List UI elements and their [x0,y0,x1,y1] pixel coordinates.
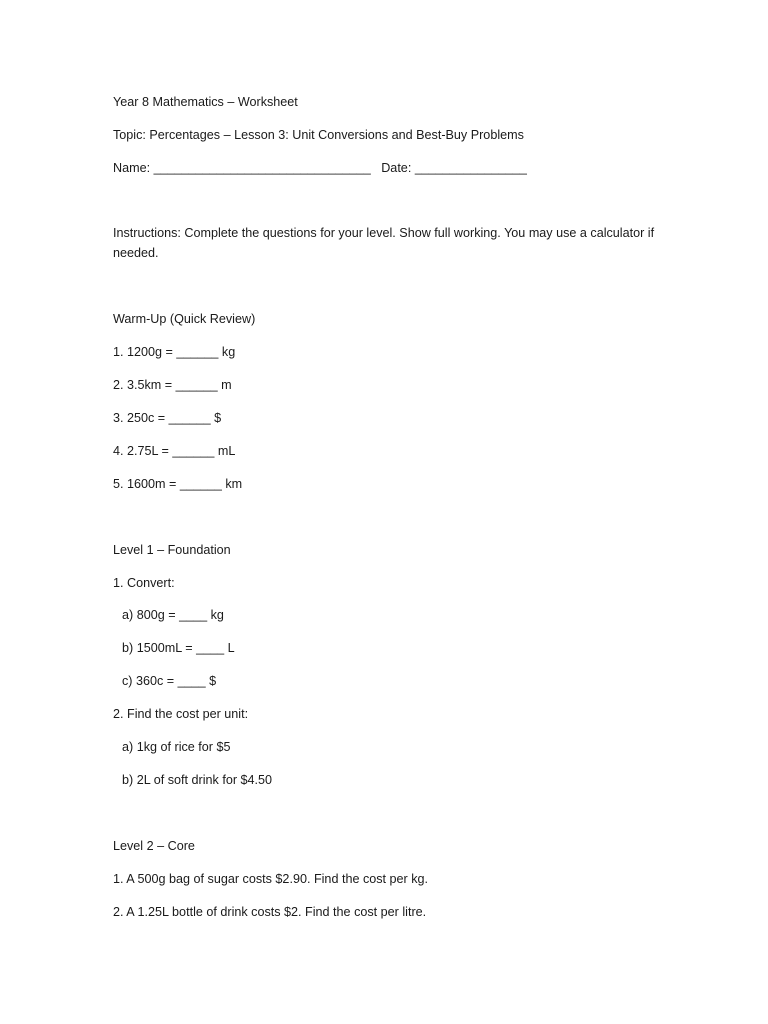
level1-subpart: b) 2L of soft drink for $4.50 [122,773,273,787]
level1-question: 1. Convert: [113,576,175,590]
level2-question: 1. A 500g bag of sugar costs $2.90. Find the cost per kg. [113,872,429,886]
level1-subpart: a) 800g = ____ kg [122,608,224,622]
name-date-line: Name: _______________________________ Date: ________________ [113,161,527,175]
worksheet-title: Year 8 Mathematics – Worksheet [113,95,298,109]
warmup-item: 4. 2.75L = ______ mL [113,444,236,458]
level1-subpart: a) 1kg of rice for $5 [122,740,231,754]
warmup-item: 5. 1600m = ______ km [113,477,243,491]
instructions: Instructions: Complete the questions for your level. Show full working. You may use a calculator if needed. [113,226,655,260]
topic-line: Topic: Percentages – Lesson 3: Unit Conversions and Best-Buy Problems [113,128,524,142]
warmup-heading: Warm-Up (Quick Review) [113,312,256,326]
warmup-item: 2. 3.5km = ______ m [113,378,232,392]
level2-heading: Level 2 – Core [113,839,195,853]
level1-question: 2. Find the cost per unit: [113,707,249,721]
level1-subpart: b) 1500mL = ____ L [122,641,235,655]
warmup-item: 3. 250c = ______ $ [113,411,222,425]
level1-subpart: c) 360c = ____ $ [122,674,217,688]
level1-heading: Level 1 – Foundation [113,543,231,557]
level2-question: 2. A 1.25L bottle of drink costs $2. Find the cost per litre. [113,905,427,919]
warmup-item: 1. 1200g = ______ kg [113,345,236,359]
